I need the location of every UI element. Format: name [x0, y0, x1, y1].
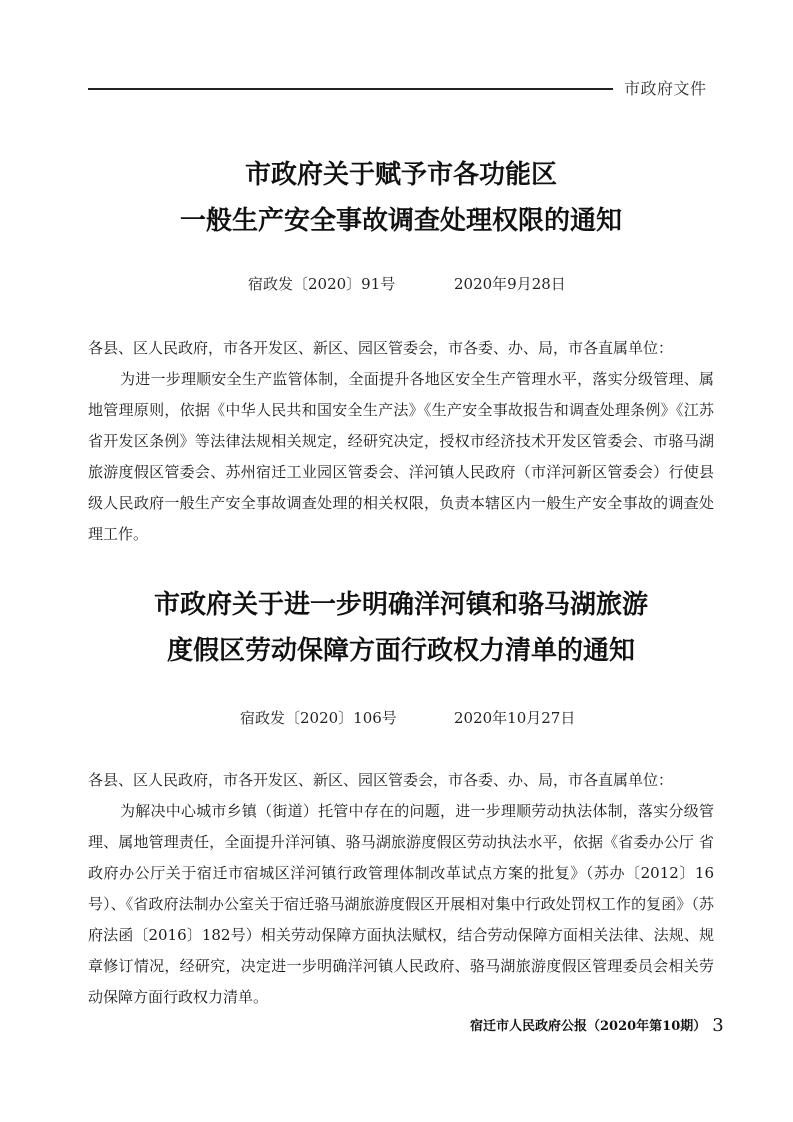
- notice-2-doc-number: 宿政发〔2020〕106号: [240, 709, 397, 727]
- notice-1-body: [88, 333, 714, 550]
- section-label: 市政府文件: [624, 79, 707, 98]
- notice-2-paragraph: 为解决中心城市乡镇（街道）托管中存在的问题，进一步理顺劳动执法体制，落实分级管理、属地管理责任，全面提升洋河镇、骆马湖旅游度假区劳动执法水平，依据《省委办公厅 省政府办公厅关于宿迁市宿城区洋河镇行政管理体制改革试点方案的批复》（苏办〔2012〕16号）、《省政府法制办公室关于宿迁骆马湖旅游度假区开展相对集中行政处罚权工作的复函》（苏府法函〔2016〕182号）相关劳动保障方面执法赋权，结合劳动保障方面相关法律、法规、规章修订情况，经研究，决定进一步明确洋河镇人民政府、骆马湖旅游度假区管理委员会相关劳动保障方面行政权力清单。: [88, 802, 714, 1006]
- notice-2-title: [90, 582, 712, 674]
- notice-1-title-line-1: 市政府关于赋予市各功能区: [244, 160, 557, 190]
- notice-2-addressee: 各县、区人民政府，市各开发区、新区、园区管委会，市各委、办、局，市各直属单位：: [88, 771, 674, 789]
- notice-1-title: [90, 152, 712, 244]
- notice-2-body: [88, 765, 714, 1013]
- notice-2-title-line-1: 市政府关于进一步明确洋河镇和骆马湖旅游: [153, 590, 648, 620]
- notice-1-date: 2020年9月28日: [454, 275, 566, 293]
- notice-1-addressee: 各县、区人民政府，市各开发区、新区、园区管委会，市各委、办、局，市各直属单位：: [88, 339, 674, 357]
- publication-name: 宿迁市人民政府公报（2020年第10期）: [470, 1019, 707, 1034]
- header-rule: [88, 88, 613, 90]
- page-number: 3: [712, 1015, 724, 1036]
- page-footer: [470, 1014, 724, 1038]
- notice-2-date: 2020年10月27日: [454, 709, 576, 727]
- notice-2-meta: [90, 706, 712, 730]
- notice-1-doc-number: 宿政发〔2020〕91号: [248, 275, 396, 293]
- notice-2-title-line-2: 度假区劳动保障方面行政权力清单的通知: [166, 636, 635, 666]
- notice-1-title-line-2: 一般生产安全事故调查处理权限的通知: [179, 206, 622, 236]
- notice-1-paragraph: 为进一步理顺安全生产监管体制，全面提升各地区安全生产管理水平，落实分级管理、属地管理原则，依据《中华人民共和国安全生产法》《生产安全事故报告和调查处理条例》《江苏省开发区条例》等法律法规相关规定，经研究决定，授权市经济技术开发区管委会、市骆马湖旅游度假区管委会、苏州宿迁工业园区管委会、洋河镇人民政府（市洋河新区管委会）行使县级人民政府一般生产安全事故调查处理的相关权限，负责本辖区内一般生产安全事故的调查处理工作。: [88, 370, 714, 543]
- notice-1-meta: [90, 272, 712, 296]
